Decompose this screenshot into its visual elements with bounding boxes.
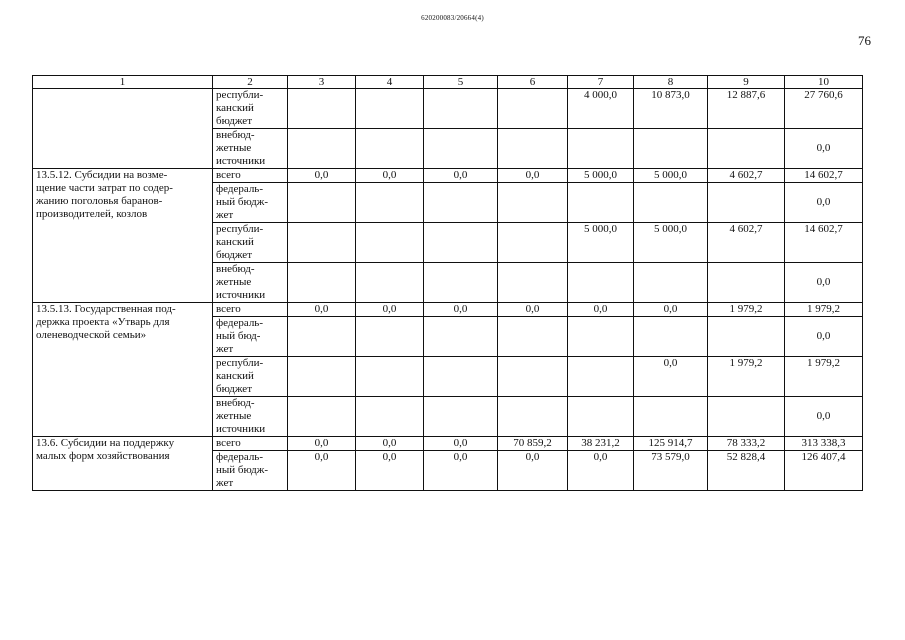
- value-cell: [356, 223, 424, 263]
- value-cell: [634, 183, 708, 223]
- funding-source: внебюд- жетные источники: [213, 263, 288, 303]
- value-cell: 5 000,0: [634, 169, 708, 183]
- value-cell: [498, 89, 568, 129]
- value-cell: 4 000,0: [568, 89, 634, 129]
- value-cell: 125 914,7: [634, 437, 708, 451]
- value-cell: 0,0: [498, 303, 568, 317]
- value-cell: [708, 183, 785, 223]
- value-cell: [568, 263, 634, 303]
- value-cell: [288, 129, 356, 169]
- value-cell: [424, 183, 498, 223]
- value-cell: 313 338,3: [785, 437, 863, 451]
- value-cell: 0,0: [568, 303, 634, 317]
- value-cell: 0,0: [424, 437, 498, 451]
- value-cell: 0,0: [498, 451, 568, 491]
- column-header: 7: [568, 76, 634, 89]
- funding-source: федераль- ный бюдж- жет: [213, 451, 288, 491]
- section-title: 13.5.13. Государственная под- держка проекта «Утварь для оленеводческой семьи»: [33, 303, 213, 437]
- value-cell: 126 407,4: [785, 451, 863, 491]
- value-cell: [288, 397, 356, 437]
- value-cell: [356, 183, 424, 223]
- column-header: 1: [33, 76, 213, 89]
- value-cell: 4 602,7: [708, 223, 785, 263]
- value-cell: [424, 129, 498, 169]
- value-cell: 0,0: [424, 451, 498, 491]
- value-cell: [708, 129, 785, 169]
- value-cell: [356, 263, 424, 303]
- funding-source: внебюд- жетные источники: [213, 397, 288, 437]
- funding-source: всего: [213, 169, 288, 183]
- value-cell: 0,0: [498, 169, 568, 183]
- table-row: [33, 437, 863, 451]
- value-cell: 14 602,7: [785, 223, 863, 263]
- value-cell: [708, 317, 785, 357]
- value-cell: 0,0: [288, 437, 356, 451]
- value-cell: 0,0: [356, 169, 424, 183]
- value-cell: 0,0: [424, 303, 498, 317]
- value-cell: [356, 397, 424, 437]
- value-cell: 5 000,0: [568, 223, 634, 263]
- value-cell: 1 979,2: [785, 303, 863, 317]
- value-cell: [356, 357, 424, 397]
- value-cell: 1 979,2: [708, 303, 785, 317]
- value-cell: 0,0: [568, 451, 634, 491]
- value-cell: 38 231,2: [568, 437, 634, 451]
- value-cell: [568, 357, 634, 397]
- value-cell: [634, 263, 708, 303]
- value-cell: [424, 317, 498, 357]
- column-header: 3: [288, 76, 356, 89]
- value-cell: 0,0: [424, 169, 498, 183]
- value-cell: 0,0: [288, 169, 356, 183]
- value-cell: 0,0: [785, 183, 863, 223]
- value-cell: [498, 223, 568, 263]
- page-number: 76: [858, 33, 871, 48]
- value-cell: [424, 263, 498, 303]
- value-cell: 0,0: [634, 357, 708, 397]
- value-cell: [356, 317, 424, 357]
- value-cell: 5 000,0: [568, 169, 634, 183]
- section-title: [33, 89, 213, 169]
- section-title: 13.6. Субсидии на поддержку малых форм хозяйствования: [33, 437, 213, 491]
- document-id: 620200083/20664(4): [421, 14, 484, 22]
- value-cell: 4 602,7: [708, 169, 785, 183]
- value-cell: [634, 397, 708, 437]
- budget-table: [32, 75, 863, 491]
- funding-source: внебюд- жетные источники: [213, 129, 288, 169]
- value-cell: [634, 129, 708, 169]
- funding-source: республи- канский бюджет: [213, 223, 288, 263]
- value-cell: [498, 183, 568, 223]
- value-cell: 12 887,6: [708, 89, 785, 129]
- funding-source: всего: [213, 303, 288, 317]
- value-cell: [424, 397, 498, 437]
- value-cell: 27 760,6: [785, 89, 863, 129]
- value-cell: [288, 89, 356, 129]
- table-row: [33, 169, 863, 183]
- value-cell: 0,0: [785, 317, 863, 357]
- value-cell: 0,0: [288, 303, 356, 317]
- value-cell: 0,0: [785, 129, 863, 169]
- value-cell: [288, 263, 356, 303]
- funding-source: республи- канский бюджет: [213, 357, 288, 397]
- value-cell: [498, 129, 568, 169]
- column-header: 8: [634, 76, 708, 89]
- value-cell: 52 828,4: [708, 451, 785, 491]
- value-cell: [498, 317, 568, 357]
- value-cell: 0,0: [356, 437, 424, 451]
- column-header: 2: [213, 76, 288, 89]
- value-cell: [568, 397, 634, 437]
- value-cell: 78 333,2: [708, 437, 785, 451]
- value-cell: 1 979,2: [785, 357, 863, 397]
- value-cell: [708, 263, 785, 303]
- value-cell: 0,0: [356, 303, 424, 317]
- value-cell: 5 000,0: [634, 223, 708, 263]
- column-header: 5: [424, 76, 498, 89]
- value-cell: 1 979,2: [708, 357, 785, 397]
- value-cell: [356, 89, 424, 129]
- value-cell: [708, 397, 785, 437]
- value-cell: 10 873,0: [634, 89, 708, 129]
- value-cell: 14 602,7: [785, 169, 863, 183]
- value-cell: 73 579,0: [634, 451, 708, 491]
- value-cell: [288, 317, 356, 357]
- value-cell: [356, 129, 424, 169]
- value-cell: [288, 183, 356, 223]
- funding-source: федераль- ный бюдж- жет: [213, 183, 288, 223]
- funding-source: республи- канский бюджет: [213, 89, 288, 129]
- value-cell: [568, 183, 634, 223]
- table-header-row: [33, 76, 863, 89]
- section-title: 13.5.12. Субсидии на возме- щение части затрат по содер- жанию поголовья баранов- производителей, козлов: [33, 169, 213, 303]
- value-cell: [424, 89, 498, 129]
- column-header: 4: [356, 76, 424, 89]
- value-cell: 0,0: [785, 397, 863, 437]
- column-header: 6: [498, 76, 568, 89]
- funding-source: федераль- ный бюд- жет: [213, 317, 288, 357]
- value-cell: [498, 357, 568, 397]
- value-cell: [288, 223, 356, 263]
- value-cell: [424, 223, 498, 263]
- value-cell: [498, 397, 568, 437]
- column-header: 10: [785, 76, 863, 89]
- value-cell: [568, 317, 634, 357]
- value-cell: [568, 129, 634, 169]
- column-header: 9: [708, 76, 785, 89]
- funding-source: всего: [213, 437, 288, 451]
- value-cell: 0,0: [288, 451, 356, 491]
- value-cell: 70 859,2: [498, 437, 568, 451]
- table-row: [33, 89, 863, 129]
- value-cell: 0,0: [634, 303, 708, 317]
- value-cell: [288, 357, 356, 397]
- value-cell: [634, 317, 708, 357]
- table-row: [33, 303, 863, 317]
- value-cell: [424, 357, 498, 397]
- value-cell: [498, 263, 568, 303]
- value-cell: 0,0: [356, 451, 424, 491]
- value-cell: 0,0: [785, 263, 863, 303]
